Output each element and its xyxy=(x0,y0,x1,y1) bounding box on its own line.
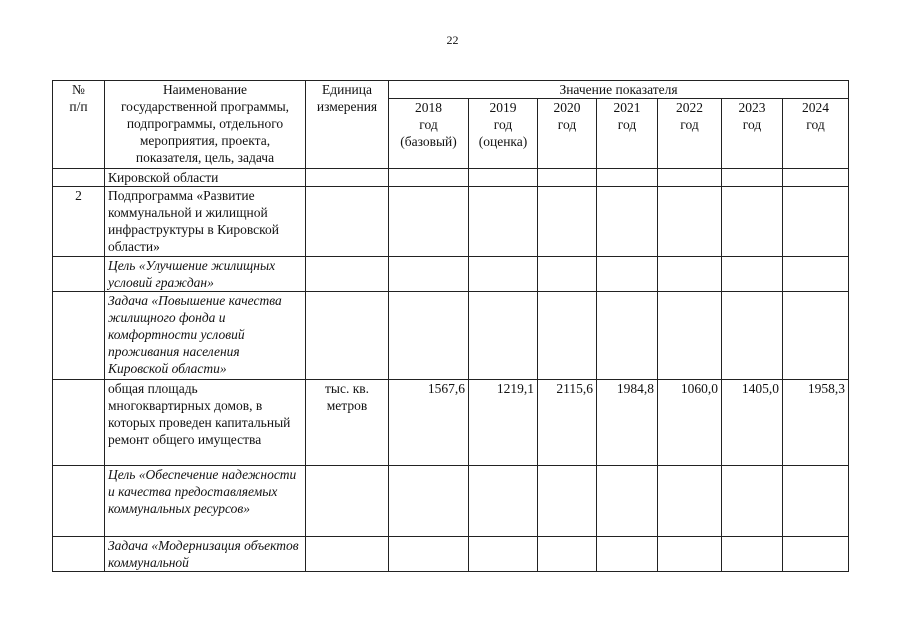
row-value xyxy=(538,169,597,187)
indicators-table xyxy=(52,80,849,572)
row-number xyxy=(53,380,105,466)
row-value xyxy=(597,169,658,187)
row-value xyxy=(469,466,538,537)
row-value xyxy=(783,257,849,292)
row-value xyxy=(722,257,783,292)
row-value xyxy=(389,169,469,187)
header-name: Наименование государственной программы, подпрограммы, отдельного мероприятия, проекта, показателя, цель, задача xyxy=(105,81,306,169)
row-value xyxy=(597,257,658,292)
header-year: 2018 год (базовый) xyxy=(389,99,469,169)
table-row xyxy=(53,537,849,572)
table-row xyxy=(53,257,849,292)
header-year: 2024 год xyxy=(783,99,849,169)
row-value xyxy=(722,466,783,537)
row-number xyxy=(53,466,105,537)
page-number: 22 xyxy=(446,33,459,47)
row-value xyxy=(658,537,722,572)
row-value xyxy=(597,537,658,572)
row-value xyxy=(538,257,597,292)
row-value xyxy=(469,292,538,380)
row-value xyxy=(469,187,538,257)
row-name: Задача «Повышение качества жилищного фонда и комфортности условий проживания населения Кировской области» xyxy=(105,292,306,380)
row-unit xyxy=(306,292,389,380)
row-value xyxy=(538,187,597,257)
row-name: Задача «Модернизация объектов коммунальной xyxy=(105,537,306,572)
table-row xyxy=(53,187,849,257)
row-number: 2 xyxy=(53,187,105,257)
row-number xyxy=(53,537,105,572)
row-value xyxy=(538,537,597,572)
table-row xyxy=(53,169,849,187)
row-value: 1567,6 xyxy=(389,380,469,466)
row-value xyxy=(389,466,469,537)
row-name: общая площадь многоквартирных домов, в которых проведен капитальный ремонт общего имущества xyxy=(105,380,306,466)
row-value xyxy=(538,466,597,537)
row-name: Цель «Улучшение жилищных условий граждан» xyxy=(105,257,306,292)
row-value xyxy=(783,187,849,257)
row-name: Цель «Обеспечение надежности и качества предоставляемых коммунальных ресурсов» xyxy=(105,466,306,537)
row-unit xyxy=(306,537,389,572)
row-unit xyxy=(306,466,389,537)
row-value xyxy=(722,169,783,187)
row-number xyxy=(53,169,105,187)
row-value xyxy=(469,257,538,292)
header-value-group: Значение показателя xyxy=(389,81,849,99)
row-unit: тыс. кв. метров xyxy=(306,380,389,466)
row-name: Подпрограмма «Развитие коммунальной и жилищной инфраструктуры в Кировской области» xyxy=(105,187,306,257)
table-row xyxy=(53,292,849,380)
row-value: 1219,1 xyxy=(469,380,538,466)
row-value xyxy=(658,257,722,292)
table-row xyxy=(53,380,849,466)
header-year: 2021 год xyxy=(597,99,658,169)
row-number xyxy=(53,257,105,292)
row-value xyxy=(389,187,469,257)
row-number xyxy=(53,292,105,380)
row-value: 1984,8 xyxy=(597,380,658,466)
header-row-1 xyxy=(53,81,849,99)
row-value xyxy=(783,466,849,537)
row-unit xyxy=(306,187,389,257)
header-year: 2022 год xyxy=(658,99,722,169)
row-value xyxy=(389,292,469,380)
row-value xyxy=(597,187,658,257)
header-unit: Единица измерения xyxy=(306,81,389,169)
row-value: 1060,0 xyxy=(658,380,722,466)
row-value: 2115,6 xyxy=(538,380,597,466)
row-value xyxy=(658,169,722,187)
header-year: 2023 год xyxy=(722,99,783,169)
row-value xyxy=(389,257,469,292)
header-num: № п/п xyxy=(53,81,105,169)
header-year: 2020 год xyxy=(538,99,597,169)
row-name: Кировской области xyxy=(105,169,306,187)
row-value xyxy=(658,187,722,257)
row-value: 1958,3 xyxy=(783,380,849,466)
row-unit xyxy=(306,257,389,292)
row-value xyxy=(722,292,783,380)
row-value: 1405,0 xyxy=(722,380,783,466)
row-value xyxy=(597,466,658,537)
row-value xyxy=(722,537,783,572)
row-value xyxy=(783,169,849,187)
row-value xyxy=(389,537,469,572)
row-value xyxy=(469,169,538,187)
row-value xyxy=(469,537,538,572)
header-year: 2019 год (оценка) xyxy=(469,99,538,169)
row-value xyxy=(783,292,849,380)
row-value xyxy=(597,292,658,380)
row-value xyxy=(538,292,597,380)
row-unit xyxy=(306,169,389,187)
row-value xyxy=(783,537,849,572)
row-value xyxy=(658,466,722,537)
row-value xyxy=(722,187,783,257)
row-value xyxy=(658,292,722,380)
table-row xyxy=(53,466,849,537)
